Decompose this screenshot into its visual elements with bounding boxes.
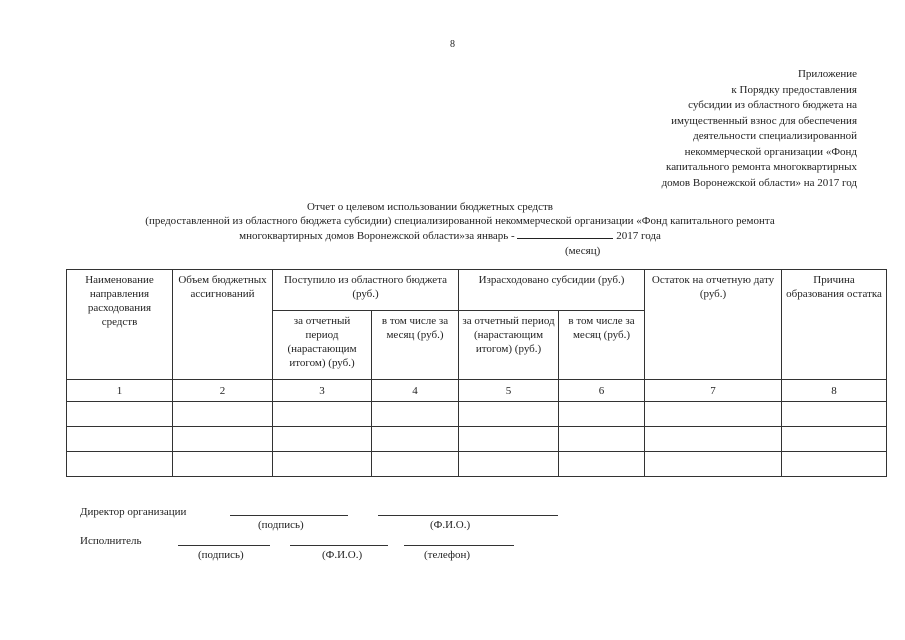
column-number: 8 [782,380,887,402]
director-signature-caption: (подпись) [258,519,304,531]
report-title [60,200,860,243]
column-number: 5 [459,380,559,402]
report-title-line3 [40,228,860,243]
header-col8: Причина образования остатка [782,270,887,380]
header-received-period: за отчетный период (нарастающим итогом) (руб.) [273,311,372,380]
table-cell[interactable] [67,427,173,452]
appendix-line: некоммерческой организации «Фонд [684,145,857,158]
table-cell[interactable] [782,427,887,452]
table-header-row [67,270,887,311]
table-cell[interactable] [67,452,173,477]
column-number: 4 [372,380,459,402]
director-label: Директор организации [80,506,187,518]
report-title-line2: (предоставленной из областного бюджета субсидии) специализированной некоммерческой организации «Фонд капитального ремонта [145,215,775,227]
executor-name-caption: (Ф.И.О.) [322,549,363,561]
director-signature-line[interactable] [230,515,348,516]
header-group-received: Поступило из областного бюджета (руб.) [273,270,459,311]
header-received-month: в том числе за месяц (руб.) [372,311,459,380]
month-blank-field[interactable] [517,228,613,239]
appendix-note [537,67,857,191]
header-col2: Объем бюджетных ассигнований [173,270,273,380]
appendix-line: капитального ремонта многоквартирных [666,161,857,173]
table-cell[interactable] [559,402,645,427]
header-col1: Наименование направления расходования средств [67,270,173,380]
appendix-line: деятельности специализированной [693,130,857,142]
table-cell[interactable] [273,452,372,477]
executor-signature-line[interactable] [178,545,270,546]
table-cell[interactable] [273,402,372,427]
table-cell[interactable] [645,427,782,452]
director-name-caption: (Ф.И.О.) [430,519,471,531]
table-cell[interactable] [173,452,273,477]
table-cell[interactable] [173,427,273,452]
appendix-line: к Порядку предоставления [731,83,857,96]
table-row [67,402,887,427]
page-number: 8 [450,39,455,50]
table-cell[interactable] [173,402,273,427]
executor-signature-caption: (подпись) [198,549,244,561]
column-number: 3 [273,380,372,402]
table-cell[interactable] [273,427,372,452]
appendix-line: имущественный взнос для обеспечения [671,114,857,127]
table-cell[interactable] [782,452,887,477]
report-title-line3-start: многоквартирных домов Воронежской области»за январь - [239,230,515,242]
appendix-line: субсидии из областного бюджета на [688,99,857,111]
column-number: 7 [645,380,782,402]
executor-name-line[interactable] [290,545,388,546]
column-number: 6 [559,380,645,402]
table-cell[interactable] [645,402,782,427]
report-title-line3-end: 2017 года [616,230,661,242]
table-cell[interactable] [459,427,559,452]
table-cell[interactable] [645,452,782,477]
table-row [67,452,887,477]
table-cell[interactable] [372,452,459,477]
header-spent-period: за отчетный период (нарастающим итогом) (руб.) [459,311,559,380]
executor-phone-caption: (телефон) [424,549,471,561]
header-spent-month: в том числе за месяц (руб.) [559,311,645,380]
executor-label: Исполнитель [80,535,142,547]
table-cell[interactable] [459,452,559,477]
header-group-spent: Израсходовано субсидии (руб.) [459,270,645,311]
column-number: 1 [67,380,173,402]
report-title-line1: Отчет о целевом использовании бюджетных средств [307,201,553,213]
table-cell[interactable] [67,402,173,427]
table-cell[interactable] [559,427,645,452]
appendix-line: Приложение [797,68,857,80]
executor-phone-line[interactable] [404,545,514,546]
director-name-line[interactable] [378,515,558,516]
column-number-row [67,380,887,402]
table-row [67,427,887,452]
column-number: 2 [173,380,273,402]
table-cell[interactable] [559,452,645,477]
table-cell[interactable] [782,402,887,427]
header-col7: Остаток на отчетную дату (руб.) [645,270,782,380]
appendix-line: домов Воронежской области» на 2017 год [661,176,857,189]
table-cell[interactable] [372,427,459,452]
report-table [66,269,887,477]
month-hint: (месяц) [565,245,601,257]
table-cell[interactable] [372,402,459,427]
table-cell[interactable] [459,402,559,427]
